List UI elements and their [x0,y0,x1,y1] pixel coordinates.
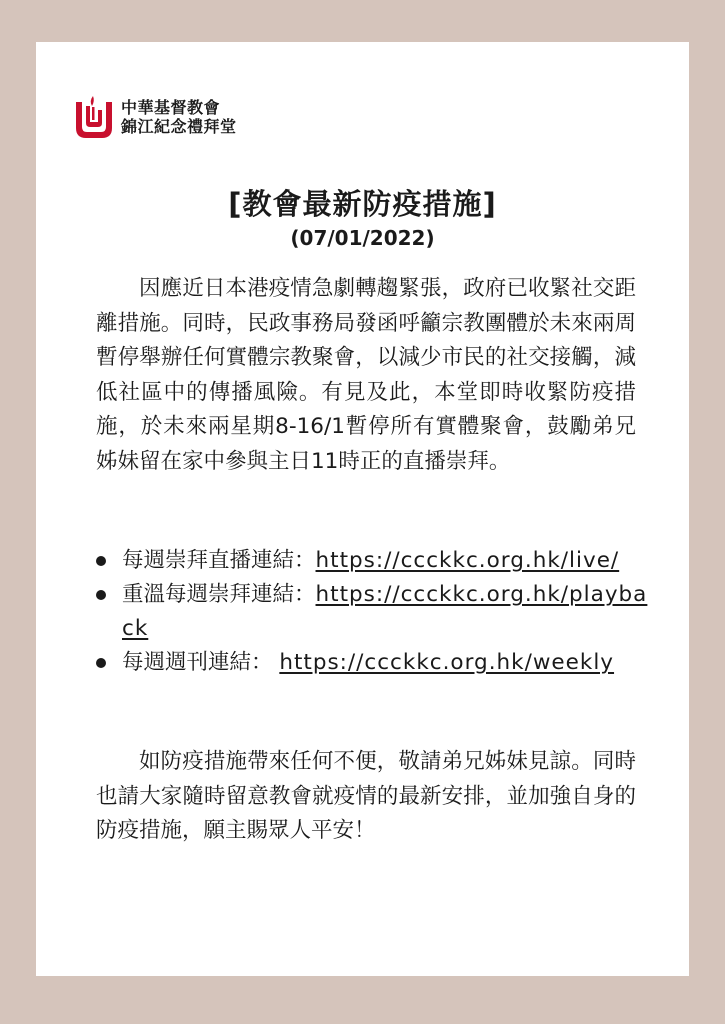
bullet-icon [96,556,106,566]
church-name-line2: 錦江紀念禮拜堂 [121,117,237,136]
list-item [96,544,656,578]
bullet-icon [96,590,106,600]
notice-page [36,42,689,976]
notice-paragraph-1: 因應近日本港疫情急劇轉趨緊張，政府已收緊社交距離措施。同時，民政事務局發函呼籲宗教團體於未來兩周暫停舉辦任何實體宗教聚會，以減少市民的社交接觸，減低社區中的傳播風險。有見及此，本堂即時收緊防疫措施，於未來兩星期8-16/1暫停所有實體聚會，鼓勵弟兄姊妹留在家中參與主日11時正的直播崇拜。 [96,276,636,474]
notice-title: [教會最新防疫措施] [228,187,497,221]
church-logo [68,92,237,142]
link-label: 每週週刊連結： [122,650,280,675]
church-name-line1: 中華基督教會 [121,98,221,117]
link-label: 每週崇拜直播連結： [122,548,316,573]
notice-date: (07/01/2022) [290,226,435,250]
church-logo-icon [68,92,118,142]
bullet-icon [96,658,106,668]
list-item [96,646,656,680]
playback-link[interactable]: https://ccckkc.org.hk/playback [122,582,648,641]
list-item [96,578,656,646]
link-label: 重溫每週崇拜連結： [122,582,316,607]
weekly-link[interactable]: https://ccckkc.org.hk/weekly [279,650,615,675]
live-link[interactable]: https://ccckkc.org.hk/live/ [315,548,620,573]
links-list [96,544,656,680]
notice-paragraph-2: 如防疫措施帶來任何不便，敬請弟兄姊妹見諒。同時也請大家隨時留意教會就疫情的最新安排，並加強自身的防疫措施，願主賜眾人平安！ [96,749,636,843]
